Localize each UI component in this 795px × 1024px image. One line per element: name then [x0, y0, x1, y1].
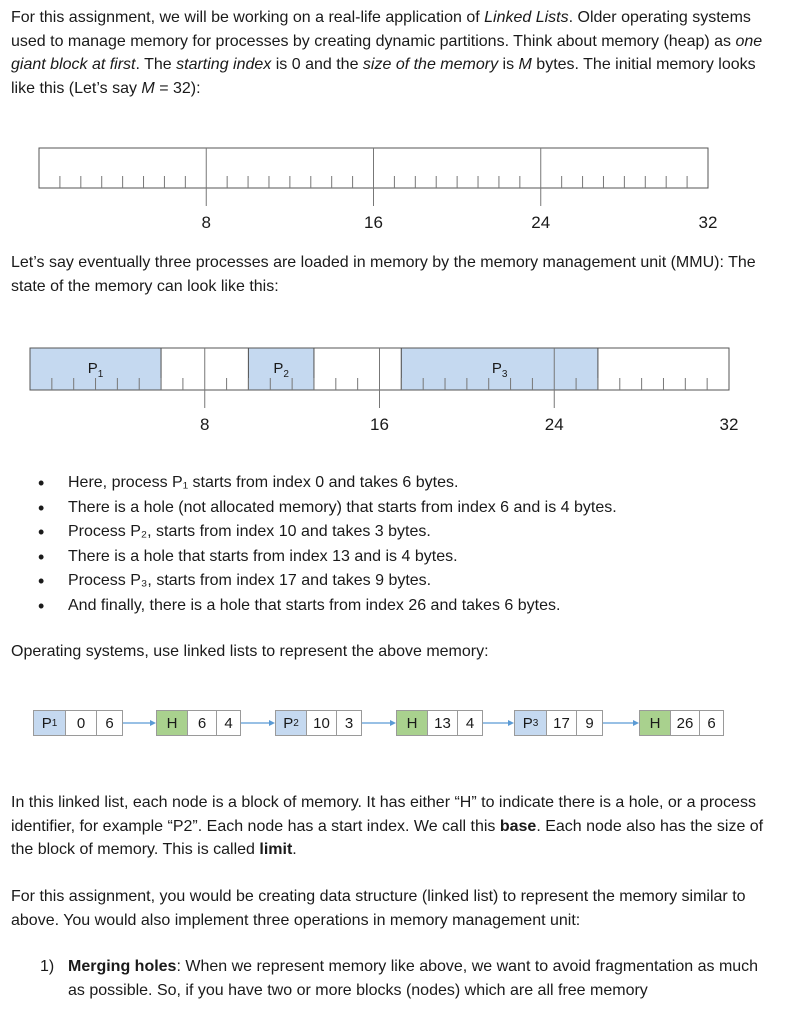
process-label: $P_2$ [273, 360, 289, 380]
process-label: $P_1$ [87, 360, 104, 380]
node-limit: 6 [707, 714, 716, 732]
node-base: 17 [547, 711, 577, 735]
assignment-paragraph: For this assignment, you would be creating data structure (linked list) to represent the memory similar to above. You would also implement three operations in memory management unit: [11, 888, 746, 929]
axis-label: 32 [698, 213, 718, 232]
node-limit: 4 [224, 714, 233, 732]
hole-node [396, 710, 483, 736]
axis-label: 32 [719, 415, 739, 434]
axis-label: 16 [370, 415, 389, 434]
node-id-text: H [406, 714, 418, 732]
node-id [515, 711, 547, 735]
operation-text: : When we represent memory like above, we want to avoid fragmentation as much as possible. So, if you have two or more blocks (nodes) which are all free memory [68, 958, 759, 999]
node-base: 13 [428, 711, 458, 735]
node-base: 10 [307, 711, 337, 735]
hole-node [156, 710, 241, 736]
node-id [640, 711, 671, 735]
allocated-memory-diagram [0, 340, 795, 440]
bullet-item: • There is a hole (not allocated memory) that starts from index 6 and is 4 bytes. [34, 496, 774, 521]
bullet-item: • There is a hole that starts from index 13 and is 4 bytes. [34, 545, 774, 570]
hole-node [639, 710, 724, 736]
node-id-subscript: 1 [51, 717, 58, 729]
mmu-paragraph: Let’s say eventually three processes are loaded in memory by the memory management unit (MMU): The state of the memory can look like this: [11, 254, 756, 295]
node-id-text: H [649, 714, 661, 732]
axis-label: 24 [544, 415, 564, 434]
node-base: 0 [66, 711, 97, 735]
operations-list [40, 955, 770, 1002]
process-node [275, 710, 362, 736]
node-limit: 9 [585, 714, 594, 732]
axis-label: 8 [200, 415, 210, 434]
node-base: 26 [671, 711, 700, 735]
node-id [34, 711, 66, 735]
node-base: 6 [188, 711, 217, 735]
node-id [276, 711, 307, 735]
bullet-item: • Process P₂, starts from index 10 and takes 3 bytes. [34, 520, 774, 545]
linked-list-intro: Operating systems, use linked lists to represent the above memory: [11, 643, 489, 660]
operation-item [40, 955, 770, 1002]
operation-title: Merging holes [68, 958, 177, 975]
bullet-item: • And finally, there is a hole that starts from index 26 and takes 6 bytes. [34, 594, 774, 619]
node-limit: 6 [105, 714, 114, 732]
node-id [397, 711, 428, 735]
node-id-text: H [166, 714, 178, 732]
node-id-text: P [41, 714, 52, 732]
node-id-subscript: 2 [293, 717, 299, 729]
operation-number: 1) [40, 958, 55, 975]
node-limit: 3 [344, 714, 354, 732]
intro-paragraph: For this assignment, we will be working on a real-life application of Linked Lists. Older operating systems used to manage memory for processes by creating dynamic partitions. Think about memory (heap) as one giant block at first. The starting index is 0 and the size of the memory is M bytes. The initial memory looks like this (Let’s say M = 32): [11, 9, 763, 97]
memory-state-bullets [34, 471, 774, 618]
process-node [33, 710, 123, 736]
axis-label: 24 [531, 213, 551, 232]
axis-label: 16 [364, 213, 383, 232]
process-label: $P_3$ [491, 360, 508, 380]
axis-label: 8 [201, 213, 211, 232]
process-node [514, 710, 603, 736]
node-limit: 4 [465, 714, 475, 732]
node-id-text: P [283, 714, 294, 732]
bullet-item: • Process P₃, starts from index 17 and takes 9 bytes. [34, 569, 774, 594]
bullet-item: • Here, process P₁ starts from index 0 and takes 6 bytes. [34, 471, 774, 496]
node-id-text: P [522, 714, 533, 732]
explanation-paragraph: In this linked list, each node is a block of memory. It has either “H” to indicate there is a hole, or a process identifier, for example “P2”. Each node has a start index. We call this base. Each node also has the size of the block of memory. This is called limit. [11, 794, 764, 858]
node-id-subscript: 3 [532, 717, 539, 729]
node-id [157, 711, 188, 735]
